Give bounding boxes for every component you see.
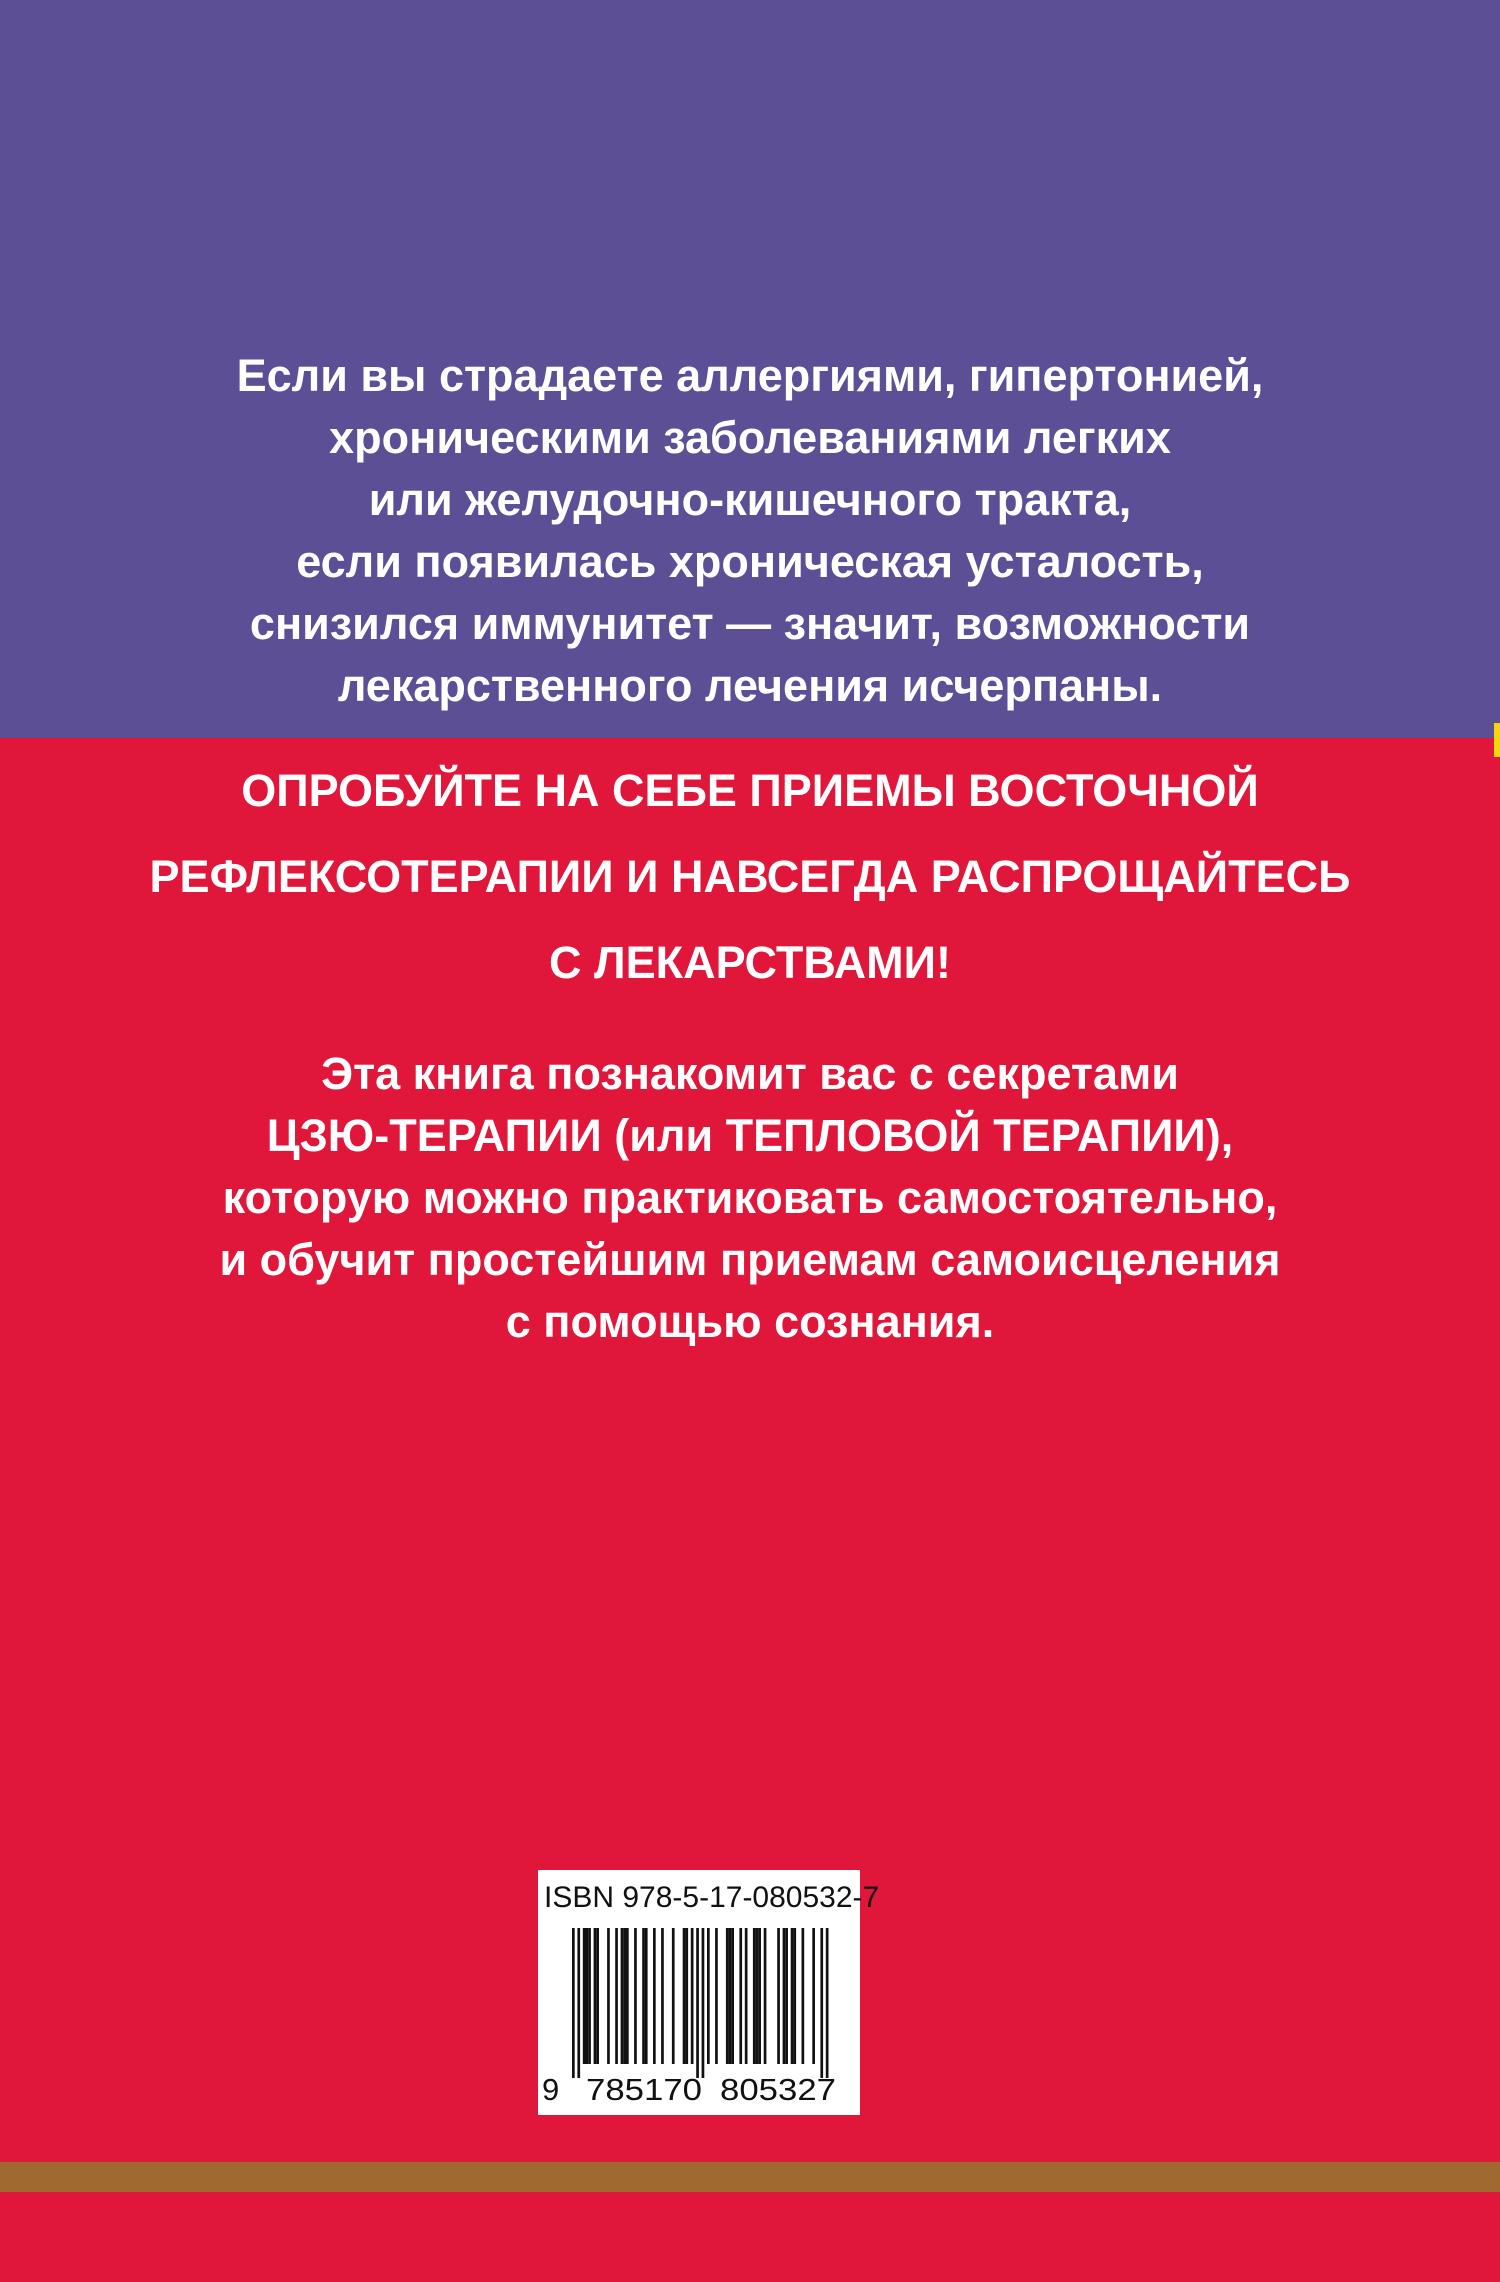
barcode-left-digits: 785170 [586,2072,702,2107]
description-line: ЦЗЮ-ТЕРАПИИ (или ТЕПЛОВОЙ ТЕРАПИИ), [266,1110,1234,1161]
intro-line: хроническими заболеваниями легких [329,412,1171,463]
barcode-bar [596,1928,599,2064]
barcode-graphic [538,1870,880,2115]
barcode-bar [758,1928,761,2064]
barcode-bar [683,1928,686,2064]
barcode-bar [577,1928,580,2078]
barcode-bar [777,1928,780,2064]
barcode-bar [642,1928,645,2064]
barcode-bar [826,1928,829,2078]
intro-line: если появилась хроническая усталость, [296,536,1204,587]
barcode-bar [623,1928,626,2064]
description-line: которую можно практиковать самостоятельно, [222,1172,1278,1223]
barcode-lead-digit: 9 [542,2072,560,2107]
barcode-bar [672,1928,675,2064]
barcode-bar [764,1928,767,2064]
barcode-bar [783,1928,786,2064]
description-line: с помощью сознания. [505,1296,995,1347]
barcode-bar [626,1928,629,2064]
barcode-bar [615,1928,618,2064]
barcode-bar [745,1928,748,2064]
barcode-bar [802,1928,805,2064]
barcode-bar [653,1928,656,2064]
decorative-stripe [0,2162,1500,2192]
intro-text [0,345,1500,717]
description-line: и обучит простейшим приемам самоисцеления [219,1234,1281,1285]
barcode-bar [726,1928,729,2064]
barcode-bar [702,1928,705,2078]
barcode-bar [661,1928,664,2064]
barcode-bar [812,1928,815,2064]
barcode-bar [696,1928,699,2078]
headline [0,748,1500,1006]
intro-line: снизился иммунитет — значит, возможности [249,598,1251,649]
barcode-bar [820,1928,823,2078]
description-line: Эта книга познакомит вас с секретами [321,1048,1179,1099]
barcode-bar [588,1928,591,2064]
barcode-bar [785,1928,788,2064]
barcode-bar [586,1928,589,2064]
headline-line: ОПРОБУЙТЕ НА СЕБЕ ПРИЕМЫ ВОСТОЧНОЙ [241,765,1259,816]
headline-line: РЕФЛЕКСОТЕРАПИИ И НАВСЕГДА РАСПРОЩАЙТЕСЬ [149,851,1351,902]
isbn-barcode-box [538,1870,880,2115]
headline-line: С ЛЕКАРСТВАМИ! [549,937,951,988]
barcode-bar [753,1928,756,2064]
barcode-bar [739,1928,742,2064]
barcode-bar [634,1928,637,2064]
description-text [0,1043,1500,1353]
barcode-bar [645,1928,648,2064]
barcode-bar [791,1928,794,2064]
barcode-bar [731,1928,734,2064]
barcode-bar [607,1928,610,2064]
isbn-label: ISBN 978-5-17-080532-7 [544,1881,880,1914]
barcode-bar [707,1928,710,2064]
intro-line: Если вы страдаете аллергиями, гипертонией, [236,350,1264,401]
barcode-bar [685,1928,688,2064]
intro-line: или желудочно-кишечного тракта, [368,474,1132,525]
barcode-bar [621,1928,624,2064]
intro-line: лекарственного лечения исчерпаны. [337,660,1163,711]
barcode-right-digits: 805327 [720,2072,836,2107]
barcode-bar [594,1928,597,2064]
barcode-bar [572,1928,575,2078]
barcode-bars [572,1928,829,2078]
barcode-bar [715,1928,718,2064]
barcode-bar [729,1928,732,2064]
barcode-bar [583,1928,586,2064]
barcode-bar [756,1928,759,2064]
barcode-bar [691,1928,694,2064]
barcode-bar [793,1928,796,2064]
